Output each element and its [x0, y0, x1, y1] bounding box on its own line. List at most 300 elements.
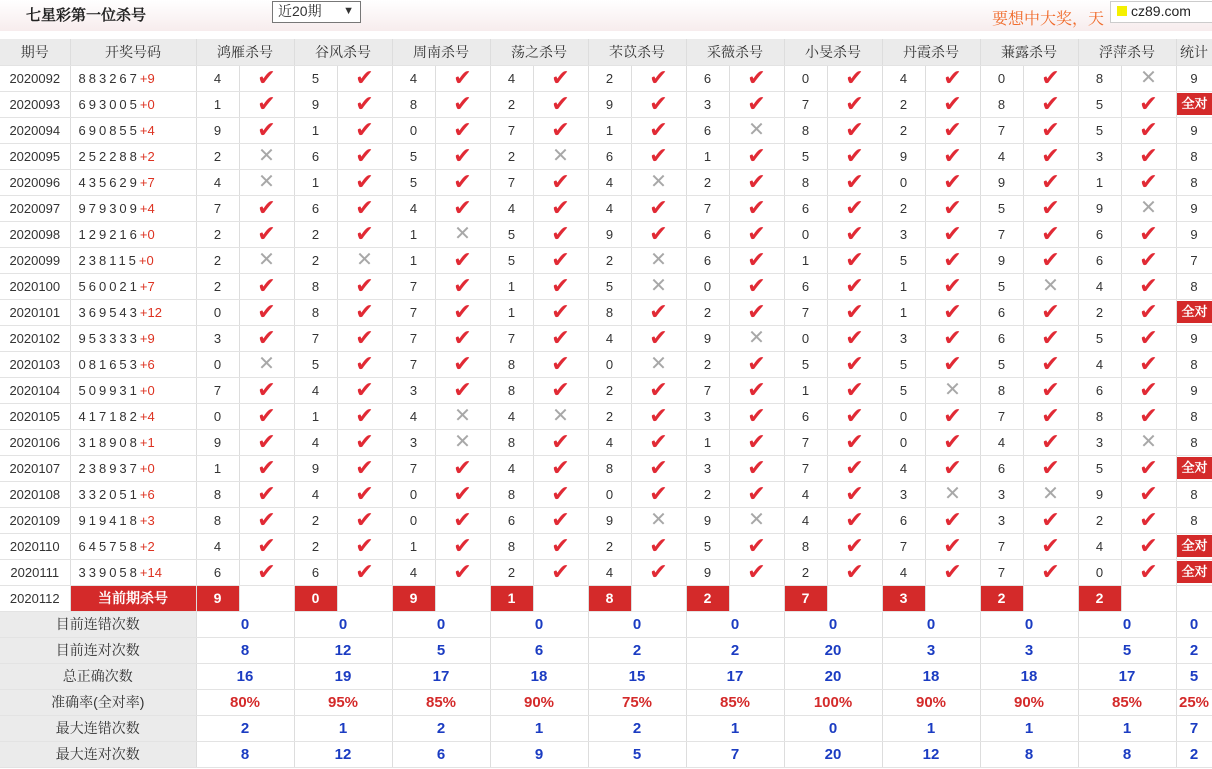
- kill-number: 7: [490, 117, 533, 143]
- result-cell: [631, 533, 686, 559]
- check-icon: ✔: [1139, 247, 1158, 272]
- draw-numbers: [70, 299, 196, 325]
- kill-number: 9: [882, 143, 925, 169]
- summary-label: 最大连对次数: [0, 741, 196, 767]
- result-cell: [631, 247, 686, 273]
- issue-number: 2020100: [0, 273, 70, 299]
- kill-number: 2: [588, 247, 631, 273]
- kill-number: 9: [196, 117, 239, 143]
- kill-number: 2: [588, 403, 631, 429]
- result-cell: [729, 507, 784, 533]
- check-icon: ✔: [943, 429, 962, 454]
- kill-number: 3: [980, 507, 1023, 533]
- result-cell: [827, 221, 882, 247]
- result-cell: [631, 65, 686, 91]
- result-cell: [1121, 455, 1176, 481]
- draw-digits: 417182: [78, 408, 140, 424]
- check-icon: ✔: [453, 351, 472, 376]
- result-cell: [435, 195, 490, 221]
- result-cell: [435, 325, 490, 351]
- kill-number: 7: [392, 299, 435, 325]
- result-cell: [435, 117, 490, 143]
- result-cell: [631, 221, 686, 247]
- cross-icon: ✕: [454, 431, 471, 453]
- row-stat: 9: [1176, 221, 1212, 247]
- check-icon: ✔: [257, 455, 276, 480]
- result-cell: [435, 507, 490, 533]
- check-icon: ✔: [1139, 559, 1158, 584]
- draw-digits: 332051: [78, 486, 140, 502]
- draw-numbers: [70, 481, 196, 507]
- check-icon: ✔: [257, 533, 276, 558]
- check-icon: ✔: [551, 429, 570, 454]
- draw-numbers: [70, 117, 196, 143]
- check-icon: ✔: [1041, 117, 1060, 142]
- check-icon: ✔: [649, 377, 668, 402]
- summary-value: 0: [294, 611, 392, 637]
- kill-number: 4: [294, 377, 337, 403]
- result-cell: [631, 507, 686, 533]
- result-cell: [1023, 143, 1078, 169]
- result-cell: [1023, 65, 1078, 91]
- kill-number: 1: [490, 299, 533, 325]
- check-icon: ✔: [355, 481, 374, 506]
- issue-number: 2020107: [0, 455, 70, 481]
- draw-digits: 318908: [78, 434, 140, 450]
- draw-digits: 339058: [78, 564, 140, 580]
- result-cell: [435, 299, 490, 325]
- draw-digits: 129216: [78, 226, 140, 242]
- row-stat: 8: [1176, 429, 1212, 455]
- check-icon: ✔: [845, 169, 864, 194]
- kill-number: 1: [392, 533, 435, 559]
- result-cell: [827, 351, 882, 377]
- row-stat: [1176, 455, 1212, 481]
- result-cell: [239, 273, 294, 299]
- kill-number: 4: [588, 559, 631, 585]
- result-cell: [533, 299, 588, 325]
- result-cell: [337, 221, 392, 247]
- kill-number: 6: [686, 247, 729, 273]
- result-cell: [239, 169, 294, 195]
- result-cell: [239, 559, 294, 585]
- cross-icon: ✕: [650, 171, 667, 193]
- result-cell: [1023, 429, 1078, 455]
- current-kill-number: 2: [686, 585, 729, 611]
- kill-number: 7: [784, 91, 827, 117]
- site-badge[interactable]: [1110, 1, 1212, 23]
- kill-number: 0: [588, 481, 631, 507]
- check-icon: ✔: [355, 403, 374, 428]
- result-cell: [1121, 117, 1176, 143]
- check-icon: ✔: [551, 247, 570, 272]
- result-cell: [1023, 169, 1078, 195]
- check-icon: ✔: [747, 455, 766, 480]
- issue-number: 2020108: [0, 481, 70, 507]
- draw-numbers: [70, 455, 196, 481]
- draw-numbers: [70, 221, 196, 247]
- kill-number: 0: [392, 117, 435, 143]
- row-stat: 8: [1176, 481, 1212, 507]
- summary-value: 1: [686, 715, 784, 741]
- result-cell: [729, 273, 784, 299]
- check-icon: ✔: [845, 559, 864, 584]
- draw-digits: 560021: [78, 278, 140, 294]
- summary-value: 7: [1176, 715, 1212, 741]
- kill-number: 4: [490, 65, 533, 91]
- current-kill-label: 当前期杀号: [70, 585, 196, 611]
- kill-number: 9: [980, 247, 1023, 273]
- kill-number: 8: [490, 377, 533, 403]
- check-icon: ✔: [747, 481, 766, 506]
- kill-number: 2: [294, 247, 337, 273]
- kill-number: 8: [1078, 65, 1121, 91]
- check-icon: ✔: [453, 559, 472, 584]
- draw-digits: 979309: [78, 200, 140, 216]
- row-stat: 9: [1176, 65, 1212, 91]
- result-cell: [435, 533, 490, 559]
- summary-value: 8: [980, 741, 1078, 767]
- kill-number: 3: [686, 455, 729, 481]
- kill-number: 2: [196, 247, 239, 273]
- table-row: [0, 533, 1212, 559]
- kill-number: 1: [784, 377, 827, 403]
- result-cell: [729, 481, 784, 507]
- kill-number: 8: [392, 91, 435, 117]
- kill-number: 2: [686, 481, 729, 507]
- kill-number: 2: [294, 507, 337, 533]
- kill-number: 3: [686, 91, 729, 117]
- check-icon: ✔: [1139, 273, 1158, 298]
- kill-number: 6: [882, 507, 925, 533]
- cross-icon: ✕: [650, 275, 667, 297]
- summary-value: 12: [882, 741, 980, 767]
- draw-bonus: +2: [139, 538, 155, 554]
- result-cell: [337, 455, 392, 481]
- kill-number: 1: [294, 169, 337, 195]
- kill-number: 5: [1078, 455, 1121, 481]
- summary-row: [0, 637, 1212, 663]
- result-cell: [827, 91, 882, 117]
- column-header: 开奖号码: [70, 39, 196, 65]
- kill-number: 4: [196, 533, 239, 559]
- kill-number: 3: [196, 325, 239, 351]
- check-icon: ✔: [1041, 455, 1060, 480]
- summary-row: [0, 663, 1212, 689]
- result-cell: [925, 351, 980, 377]
- column-header: 统计: [1176, 39, 1212, 65]
- draw-numbers: [70, 91, 196, 117]
- summary-value: 18: [980, 663, 1078, 689]
- result-cell: [1121, 169, 1176, 195]
- check-icon: ✔: [453, 455, 472, 480]
- summary-value: 2: [1176, 637, 1212, 663]
- site-label: cz89.com: [1131, 3, 1191, 19]
- issue-number: 2020094: [0, 117, 70, 143]
- summary-value: 12: [294, 741, 392, 767]
- kill-number: 4: [882, 455, 925, 481]
- kill-number: 2: [196, 221, 239, 247]
- check-icon: ✔: [257, 299, 276, 324]
- kill-number: 4: [588, 325, 631, 351]
- result-cell: [239, 195, 294, 221]
- result-cell: [533, 481, 588, 507]
- kill-number: 4: [588, 429, 631, 455]
- result-cell: [729, 299, 784, 325]
- draw-bonus: +9: [139, 70, 155, 86]
- cross-icon: ✕: [650, 353, 667, 375]
- current-kill-number: 2: [1078, 585, 1121, 611]
- check-icon: ✔: [747, 91, 766, 116]
- kill-number: 7: [392, 273, 435, 299]
- result-cell: [827, 325, 882, 351]
- result-cell: [337, 507, 392, 533]
- check-icon: ✔: [845, 533, 864, 558]
- draw-bonus: +12: [139, 304, 162, 320]
- result-cell: [533, 247, 588, 273]
- summary-value: 8: [1078, 741, 1176, 767]
- kill-number: 7: [490, 325, 533, 351]
- result-cell: [239, 117, 294, 143]
- table-row: [0, 143, 1212, 169]
- result-cell: [1023, 377, 1078, 403]
- result-cell: [925, 143, 980, 169]
- check-icon: ✔: [257, 429, 276, 454]
- column-header: 小旻杀号: [784, 39, 882, 65]
- result-cell: [239, 325, 294, 351]
- result-cell: [239, 247, 294, 273]
- check-icon: ✔: [355, 273, 374, 298]
- result-cell: [827, 273, 882, 299]
- check-icon: ✔: [845, 403, 864, 428]
- column-header: 荡之杀号: [490, 39, 588, 65]
- all-correct-badge: 全对: [1177, 93, 1212, 115]
- kill-number: 6: [1078, 221, 1121, 247]
- result-cell: [1023, 247, 1078, 273]
- kill-number: 6: [784, 195, 827, 221]
- kill-number: 3: [980, 481, 1023, 507]
- issue-number: 2020109: [0, 507, 70, 533]
- kill-number: 6: [686, 117, 729, 143]
- current-kill-row: [0, 585, 1212, 611]
- result-cell: [631, 195, 686, 221]
- draw-bonus: +2: [139, 148, 155, 164]
- result-cell: [729, 455, 784, 481]
- kill-number: 9: [686, 559, 729, 585]
- kill-number: 8: [784, 117, 827, 143]
- kill-number: 2: [882, 91, 925, 117]
- result-cell: [729, 325, 784, 351]
- draw-bonus: +6: [139, 356, 155, 372]
- result-cell: [729, 221, 784, 247]
- check-icon: ✔: [551, 325, 570, 350]
- kill-number: 7: [784, 429, 827, 455]
- result-cell: [435, 247, 490, 273]
- check-icon: ✔: [747, 273, 766, 298]
- kill-number: 5: [294, 65, 337, 91]
- result-cell: [1121, 221, 1176, 247]
- kill-number: 6: [1078, 377, 1121, 403]
- summary-value: 2: [196, 715, 294, 741]
- check-icon: ✔: [551, 169, 570, 194]
- kill-number: 2: [686, 299, 729, 325]
- cross-icon: ✕: [552, 145, 569, 167]
- draw-numbers: [70, 247, 196, 273]
- result-cell: [925, 403, 980, 429]
- check-icon: ✔: [1139, 533, 1158, 558]
- current-kill-number: 7: [784, 585, 827, 611]
- result-cell: [729, 377, 784, 403]
- kill-number: 7: [980, 221, 1023, 247]
- check-icon: ✔: [845, 377, 864, 402]
- draw-bonus: +1: [139, 434, 155, 450]
- column-header: 芣苡杀号: [588, 39, 686, 65]
- current-kill-blank: [729, 585, 784, 611]
- summary-label: 目前连错次数: [0, 611, 196, 637]
- kill-number: 3: [392, 429, 435, 455]
- result-cell: [533, 169, 588, 195]
- all-correct-badge: 全对: [1177, 535, 1212, 557]
- table-row: [0, 273, 1212, 299]
- result-cell: [533, 117, 588, 143]
- current-kill-blank: [1121, 585, 1176, 611]
- draw-numbers: [70, 325, 196, 351]
- kill-number: 7: [686, 377, 729, 403]
- cross-icon: ✕: [748, 119, 765, 141]
- period-select[interactable]: [272, 1, 361, 23]
- check-icon: ✔: [355, 169, 374, 194]
- check-icon: ✔: [551, 533, 570, 558]
- result-cell: [631, 117, 686, 143]
- kill-number: 0: [196, 403, 239, 429]
- kill-number: 7: [392, 351, 435, 377]
- check-icon: ✔: [845, 299, 864, 324]
- check-icon: ✔: [649, 143, 668, 168]
- check-icon: ✔: [551, 507, 570, 532]
- kill-number: 9: [1078, 195, 1121, 221]
- result-cell: [1023, 481, 1078, 507]
- kill-number: 7: [784, 455, 827, 481]
- kill-number: 7: [686, 195, 729, 221]
- result-cell: [337, 325, 392, 351]
- result-cell: [337, 247, 392, 273]
- result-cell: [1121, 429, 1176, 455]
- summary-value: 0: [784, 611, 882, 637]
- result-cell: [729, 429, 784, 455]
- result-cell: [239, 533, 294, 559]
- result-cell: [827, 299, 882, 325]
- summary-label: 目前连对次数: [0, 637, 196, 663]
- summary-value: 12: [294, 637, 392, 663]
- kill-number: 9: [686, 507, 729, 533]
- kill-number: 6: [294, 143, 337, 169]
- kill-number: 2: [294, 221, 337, 247]
- row-stat: 8: [1176, 403, 1212, 429]
- summary-label: 最大连错次数: [0, 715, 196, 741]
- check-icon: ✔: [551, 195, 570, 220]
- check-icon: ✔: [943, 559, 962, 584]
- kill-number: 3: [882, 325, 925, 351]
- draw-numbers: [70, 507, 196, 533]
- cross-icon: ✕: [454, 405, 471, 427]
- summary-value: 90%: [882, 689, 980, 715]
- check-icon: ✔: [649, 403, 668, 428]
- check-icon: ✔: [747, 299, 766, 324]
- check-icon: ✔: [355, 65, 374, 90]
- draw-bonus: +6: [139, 486, 155, 502]
- summary-value: 17: [686, 663, 784, 689]
- kill-number: 8: [490, 351, 533, 377]
- summary-value: 7: [686, 741, 784, 767]
- check-icon: ✔: [453, 91, 472, 116]
- result-cell: [827, 169, 882, 195]
- check-icon: ✔: [1041, 195, 1060, 220]
- summary-value: 17: [1078, 663, 1176, 689]
- cross-icon: ✕: [650, 509, 667, 531]
- draw-digits: 509931: [78, 382, 140, 398]
- result-cell: [337, 481, 392, 507]
- kill-number: 2: [490, 143, 533, 169]
- kill-number: 7: [980, 533, 1023, 559]
- kill-number: 4: [490, 455, 533, 481]
- result-cell: [1121, 377, 1176, 403]
- result-cell: [239, 221, 294, 247]
- kill-number: 6: [196, 559, 239, 585]
- kill-number: 9: [196, 429, 239, 455]
- check-icon: ✔: [649, 533, 668, 558]
- kill-number: 5: [882, 377, 925, 403]
- cross-icon: ✕: [944, 379, 961, 401]
- draw-digits: 252288: [78, 148, 140, 164]
- kill-number: 2: [588, 377, 631, 403]
- check-icon: ✔: [845, 455, 864, 480]
- kill-number: 2: [490, 91, 533, 117]
- kill-number: 8: [980, 377, 1023, 403]
- summary-value: 15: [588, 663, 686, 689]
- cross-icon: ✕: [258, 353, 275, 375]
- result-cell: [827, 559, 882, 585]
- draw-bonus: +3: [139, 512, 155, 528]
- draw-bonus: +0: [138, 252, 154, 268]
- check-icon: ✔: [845, 507, 864, 532]
- check-icon: ✔: [453, 533, 472, 558]
- row-stat: [1176, 533, 1212, 559]
- cross-icon: ✕: [944, 483, 961, 505]
- kill-number: 8: [490, 533, 533, 559]
- check-icon: ✔: [257, 559, 276, 584]
- result-cell: [631, 143, 686, 169]
- check-icon: ✔: [551, 91, 570, 116]
- result-cell: [239, 299, 294, 325]
- check-icon: ✔: [747, 533, 766, 558]
- result-cell: [925, 377, 980, 403]
- result-cell: [631, 403, 686, 429]
- issue-number: 2020096: [0, 169, 70, 195]
- check-icon: ✔: [355, 325, 374, 350]
- kill-number: 0: [392, 507, 435, 533]
- kill-number: 2: [882, 195, 925, 221]
- result-cell: [435, 455, 490, 481]
- summary-value: 0: [588, 611, 686, 637]
- result-cell: [337, 195, 392, 221]
- result-cell: [729, 351, 784, 377]
- result-cell: [827, 533, 882, 559]
- table-row: [0, 91, 1212, 117]
- kill-number: 6: [784, 403, 827, 429]
- summary-value: 0: [1176, 611, 1212, 637]
- check-icon: ✔: [943, 65, 962, 90]
- row-stat: 9: [1176, 377, 1212, 403]
